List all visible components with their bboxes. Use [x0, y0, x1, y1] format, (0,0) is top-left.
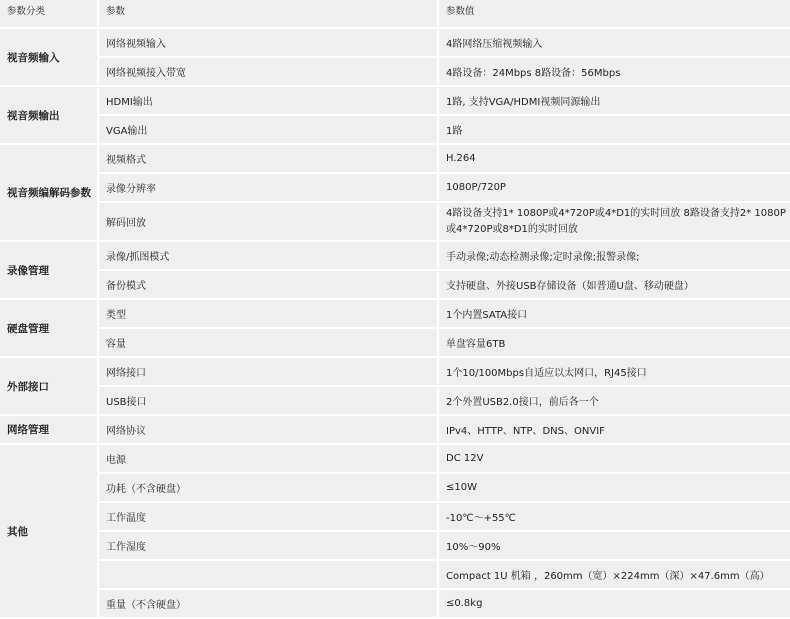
- param-cell: 网络视频输入: [99, 29, 437, 56]
- table-row: [0, 203, 790, 240]
- table-row: [0, 474, 790, 501]
- value-cell: 1个10/100Mbps自适应以太网口，RJ45接口: [439, 358, 790, 385]
- param-cell: 网络视频接入带宽: [99, 58, 437, 85]
- category-cell: 视音频编解码参数: [0, 145, 97, 240]
- param-cell: 电源: [99, 445, 437, 472]
- param-cell: VGA输出: [99, 116, 437, 143]
- table-row: [0, 174, 790, 201]
- value-cell: 手动录像;动态检测录像;定时录像;报警录像;: [439, 242, 790, 269]
- category-cell: 其他: [0, 445, 97, 617]
- value-cell: ≤0.8kg: [439, 590, 790, 617]
- table-row: [0, 271, 790, 298]
- header-category: 参数分类: [0, 0, 97, 27]
- table-row: [0, 358, 790, 385]
- category-cell: 外部接口: [0, 358, 97, 414]
- param-cell: 备份模式: [99, 271, 437, 298]
- value-cell: ≤10W: [439, 474, 790, 501]
- value-cell: Compact 1U 机箱 ，260mm（宽）×224mm（深）×47.6mm（高）: [439, 561, 790, 588]
- param-cell: 容量: [99, 329, 437, 356]
- value-cell: 2个外置USB2.0接口，前后各一个: [439, 387, 790, 414]
- param-cell: 功耗（不含硬盘）: [99, 474, 437, 501]
- table-row: [0, 590, 790, 617]
- param-cell: 录像/抓图模式: [99, 242, 437, 269]
- param-cell: 重量（不含硬盘）: [99, 590, 437, 617]
- table-row: [0, 532, 790, 559]
- param-cell: 解码回放: [99, 203, 437, 240]
- table-row: [0, 300, 790, 327]
- value-cell: 1路, 支持VGA/HDMI视频同源输出: [439, 87, 790, 114]
- table-row: [0, 58, 790, 85]
- value-cell: IPv4、HTTP、NTP、DNS、ONVIF: [439, 416, 790, 443]
- category-cell: 硬盘管理: [0, 300, 97, 356]
- value-cell: H.264: [439, 145, 790, 172]
- header-value: 参数值: [439, 0, 790, 27]
- param-cell: [99, 561, 437, 588]
- value-cell: 支持硬盘、外接USB存储设备（如普通U盘、移动硬盘）: [439, 271, 790, 298]
- param-cell: 录像分辨率: [99, 174, 437, 201]
- table-row: [0, 242, 790, 269]
- table-row: [0, 145, 790, 172]
- param-cell: 工作温度: [99, 503, 437, 530]
- table-row: [0, 116, 790, 143]
- value-cell: 1个内置SATA接口: [439, 300, 790, 327]
- value-cell: 4路设备支持1* 1080P或4*720P或4*D1的实时回放 8路设备支持2* 1080P或4*720P或8*D1的实时回放: [439, 203, 790, 240]
- value-cell: 1路: [439, 116, 790, 143]
- table-row: [0, 445, 790, 472]
- category-cell: 网络管理: [0, 416, 97, 443]
- table-row: [0, 387, 790, 414]
- param-cell: 类型: [99, 300, 437, 327]
- value-cell: 1080P/720P: [439, 174, 790, 201]
- category-cell: 视音频输出: [0, 87, 97, 143]
- table-row: [0, 503, 790, 530]
- param-cell: USB接口: [99, 387, 437, 414]
- table-row: [0, 329, 790, 356]
- param-cell: 网络接口: [99, 358, 437, 385]
- value-cell: -10℃～+55℃: [439, 503, 790, 530]
- value-cell: DC 12V: [439, 445, 790, 472]
- param-cell: 视频格式: [99, 145, 437, 172]
- value-cell: 4路设备：24Mbps 8路设备：56Mbps: [439, 58, 790, 85]
- header-parameter: 参数: [99, 0, 437, 27]
- value-cell: 4路网络压缩视频输入: [439, 29, 790, 56]
- param-cell: 工作湿度: [99, 532, 437, 559]
- table-row: [0, 561, 790, 588]
- category-cell: 视音频输入: [0, 29, 97, 85]
- category-cell: 录像管理: [0, 242, 97, 298]
- table-row: [0, 416, 790, 443]
- table-row: [0, 87, 790, 114]
- table-row: [0, 29, 790, 56]
- value-cell: 单盘容量6TB: [439, 329, 790, 356]
- value-cell: 10%～90%: [439, 532, 790, 559]
- param-cell: 网络协议: [99, 416, 437, 443]
- param-cell: HDMI输出: [99, 87, 437, 114]
- header-row: [0, 0, 790, 27]
